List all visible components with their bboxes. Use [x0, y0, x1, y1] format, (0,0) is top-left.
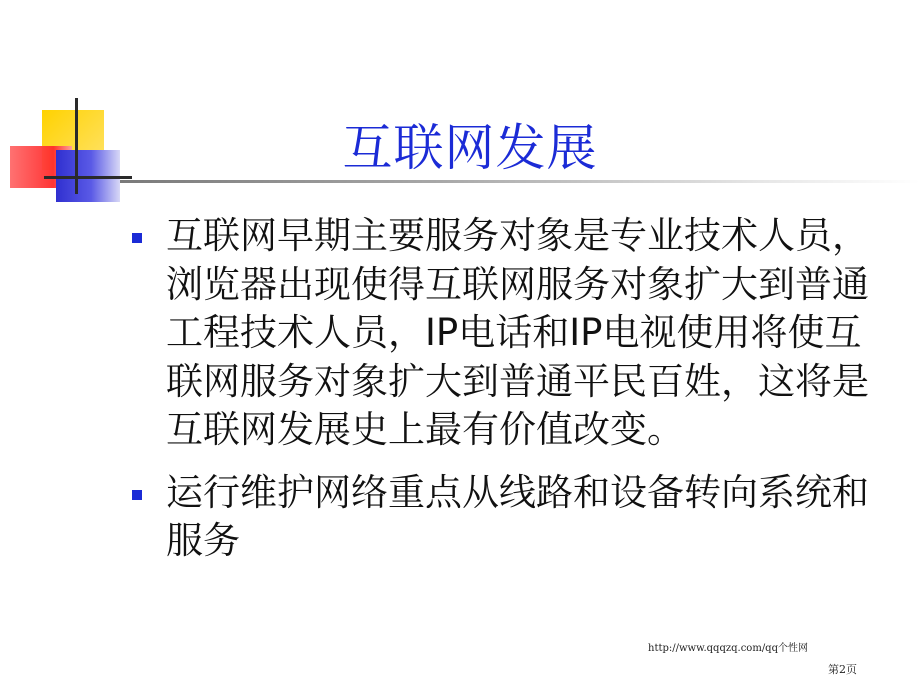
- vertical-line-decoration: [75, 98, 78, 194]
- footer-url: http://www.qqqzq.com/qq个性网: [648, 643, 808, 654]
- bullet-text: 互联网早期主要服务对象是专业技术人员，浏览器出现使得互联网服务对象扩大到普通工程技术人员，IP电话和IP电视使用将使互联网服务对象扩大到普通平民百姓，这将是互联网发展史上最有价值改变。: [166, 214, 869, 451]
- bullet-text: 运行维护网络重点从线路和设备转向系统和服务: [166, 470, 869, 562]
- title-underline: [120, 180, 920, 183]
- horizontal-line-decoration: [44, 176, 132, 179]
- slide-content: [132, 212, 872, 566]
- bullet-square-icon: [132, 490, 142, 500]
- page-number: 第2页: [828, 663, 857, 676]
- bullet-item: [132, 212, 872, 455]
- bullet-square-icon: [132, 233, 142, 243]
- corner-decoration: [0, 0, 140, 210]
- bullet-item: [132, 469, 872, 566]
- slide-title: 互联网发展: [342, 119, 598, 177]
